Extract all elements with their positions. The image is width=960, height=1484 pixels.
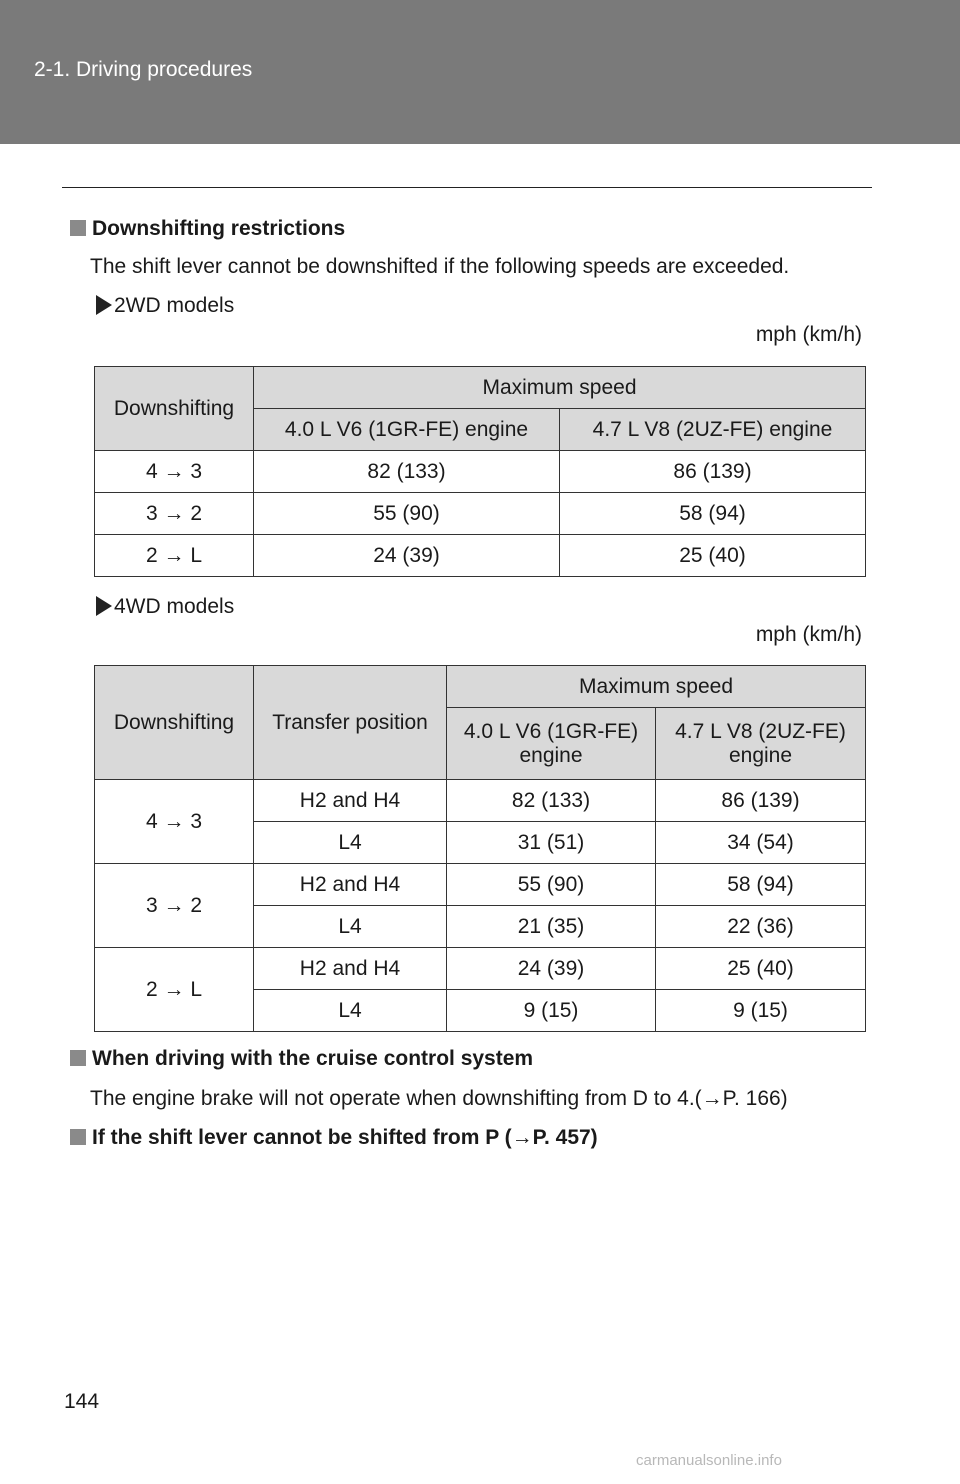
v6-cell: 82 (133) [254,451,560,493]
shift-cell: 4 → 3 [95,780,254,864]
shift-cell: 3 → 2 [95,864,254,948]
shift-cell: 2 → L [95,535,254,577]
header-band [0,0,960,144]
v6-cell: 24 (39) [447,948,656,990]
v6-cell: 21 (35) [447,906,656,948]
v8-cell: 25 (40) [656,948,866,990]
transfer-cell: L4 [254,906,447,948]
v8-cell: 9 (15) [656,990,866,1032]
col-v8 [656,708,866,780]
v6-cell: 55 (90) [447,864,656,906]
transfer-cell: H2 and H4 [254,948,447,990]
page-number: 144 [64,1390,100,1413]
v8-cell: 34 (54) [656,822,866,864]
v8-cell: 86 (139) [656,780,866,822]
table-row [95,535,866,577]
square-bullet-icon [70,1050,86,1066]
shift-p-heading-row [70,1125,598,1151]
shift-cell: 4 → 3 [95,451,254,493]
col-v8-line1: 4.7 L V8 (2UZ-FE) [675,719,846,743]
two-wd-label: 2WD models [114,294,235,317]
col-v8-line2: engine [728,743,793,767]
v6-cell: 9 (15) [447,990,656,1032]
table-row [95,948,866,990]
section-title: 2-1. Driving procedures [34,58,253,81]
v8-cell: 86 (139) [560,451,866,493]
col-max-speed: Maximum speed [254,367,866,409]
col-v6 [447,708,656,780]
col-v6-line1: 4.0 L V6 (1GR-FE) [463,719,639,743]
four-wd-table [94,665,866,1032]
triangle-bullet-icon [96,596,112,616]
triangle-bullet-icon [96,295,112,315]
col-max-speed: Maximum speed [447,666,866,708]
shift-cell: 2 → L [95,948,254,1032]
v6-cell: 82 (133) [447,780,656,822]
transfer-cell: L4 [254,990,447,1032]
two-wd-table [94,366,866,577]
table-row [95,780,866,822]
shift-cell: 3 → 2 [95,493,254,535]
col-v8: 4.7 L V8 (2UZ-FE) engine [560,409,866,451]
watermark: carmanualsonline.info [636,1452,782,1469]
four-wd-label-row [96,594,234,620]
col-downshifting: Downshifting [95,666,254,780]
cruise-heading: When driving with the cruise control system [92,1047,534,1070]
four-wd-unit: mph (km/h) [755,623,862,646]
table-row [95,493,866,535]
downshift-heading: Downshifting restrictions [92,217,346,240]
two-wd-unit: mph (km/h) [755,323,862,346]
two-wd-label-row [96,293,234,319]
table-row [95,864,866,906]
v6-cell: 24 (39) [254,535,560,577]
square-bullet-icon [70,220,86,236]
col-v6-line2: engine [519,743,583,767]
square-bullet-icon [70,1129,86,1145]
v6-cell: 31 (51) [447,822,656,864]
v6-cell: 55 (90) [254,493,560,535]
cruise-body: The engine brake will not operate when downshifting from D to 4.(→P. 166) [90,1087,788,1110]
four-wd-label: 4WD models [114,595,235,618]
downshift-heading-row [70,216,345,242]
v8-cell: 22 (36) [656,906,866,948]
transfer-cell: L4 [254,822,447,864]
transfer-cell: H2 and H4 [254,864,447,906]
col-downshifting: Downshifting [95,367,254,451]
v8-cell: 58 (94) [656,864,866,906]
v8-cell: 58 (94) [560,493,866,535]
cruise-heading-row [70,1046,533,1072]
table-row [95,451,866,493]
col-transfer: Transfer position [254,666,447,780]
shift-p-heading: If the shift lever cannot be shifted from P (→P. 457) [92,1126,598,1149]
transfer-cell: H2 and H4 [254,780,447,822]
divider [62,187,872,188]
col-v6: 4.0 L V6 (1GR-FE) engine [254,409,560,451]
v8-cell: 25 (40) [560,535,866,577]
downshift-body: The shift lever cannot be downshifted if the following speeds are exceeded. [90,255,790,278]
